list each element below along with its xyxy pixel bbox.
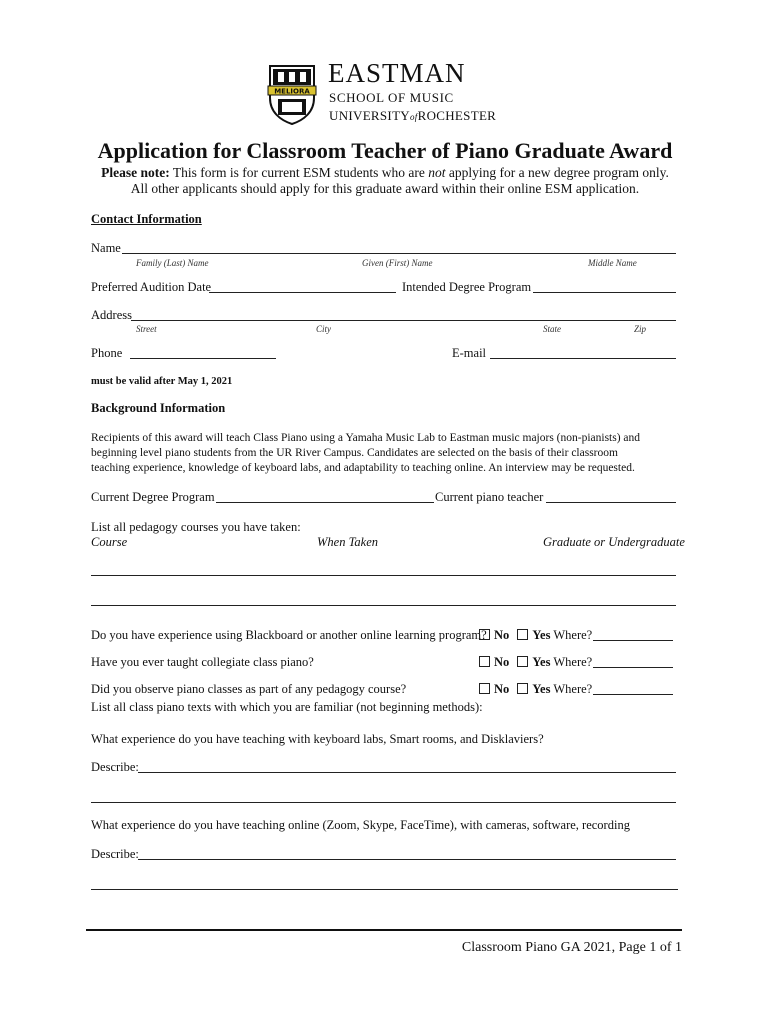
given-name-caption: Given (First) Name — [362, 258, 433, 268]
no-label: No — [494, 655, 510, 669]
keyboard-labs-question: What experience do you have teaching with keyboard labs, Smart rooms, and Disklaviers? — [91, 732, 544, 746]
eastman-logo — [266, 58, 506, 126]
question-collegiate-class-piano: Have you ever taught collegiate class piano? — [91, 655, 314, 669]
name-label: Name — [91, 241, 121, 255]
checkbox-collegiate-no[interactable] — [479, 656, 490, 667]
answer-blackboard — [479, 628, 592, 643]
where-label: Where? — [553, 655, 593, 669]
no-label: No — [494, 628, 510, 642]
column-graduate-undergraduate: Graduate or Undergraduate — [543, 535, 685, 549]
address-field[interactable] — [131, 320, 676, 321]
describe-label-1: Describe: — [91, 760, 139, 774]
footer-rule — [86, 929, 682, 931]
question-blackboard: Do you have experience using Blackboard or another online learning program? — [91, 628, 487, 642]
degree-program-field[interactable] — [533, 292, 676, 293]
degree-program-label: Intended Degree Program — [402, 280, 532, 294]
note-line-1: Please note: This form is for current ESM students who are not applying for a new degree program only. — [101, 165, 669, 180]
university-seal-icon — [266, 62, 318, 126]
yes-label: Yes — [532, 682, 551, 696]
logo-eastman-text: EASTMAN — [328, 58, 466, 88]
checkbox-blackboard-no[interactable] — [479, 629, 490, 640]
online-teaching-question: What experience do you have teaching online (Zoom, Skype, FaceTime), with cameras, software, recording — [91, 818, 630, 832]
audition-date-label: Preferred Audition Date — [91, 280, 212, 294]
course-line-1[interactable] — [91, 575, 676, 576]
describe-label-2: Describe: — [91, 847, 139, 861]
checkbox-blackboard-yes[interactable] — [517, 629, 528, 640]
email-field[interactable] — [490, 358, 676, 359]
yes-label: Yes — [532, 655, 551, 669]
column-when-taken: When Taken — [317, 535, 378, 549]
background-paragraph — [91, 431, 681, 476]
describe-field-2b[interactable] — [91, 889, 678, 890]
logo-university-text: UNIVERSITYofROCHESTER — [329, 108, 497, 123]
logo-school-text: SCHOOL OF MUSIC — [329, 90, 454, 105]
current-piano-teacher-field[interactable] — [546, 502, 676, 503]
describe-field-1b[interactable] — [91, 802, 676, 803]
phone-label: Phone — [91, 346, 123, 360]
current-degree-program-field[interactable] — [216, 502, 434, 503]
where-label: Where? — [553, 628, 593, 642]
audition-date-field[interactable] — [209, 292, 396, 293]
where-field-collegiate[interactable] — [593, 667, 673, 668]
city-caption: City — [316, 324, 331, 334]
background-paragraph-line-3: teaching experience, knowledge of keyboard labs, and adaptability to teaching online. An interview may be requested. — [91, 462, 635, 474]
name-field[interactable] — [122, 253, 676, 254]
family-name-caption: Family (Last) Name — [136, 258, 209, 268]
current-piano-teacher-label: Current piano teacher — [435, 490, 544, 504]
pedagogy-courses-label: List all pedagogy courses you have taken: — [91, 520, 301, 534]
checkbox-observe-yes[interactable] — [517, 683, 528, 694]
checkbox-collegiate-yes[interactable] — [517, 656, 528, 667]
where-field-blackboard[interactable] — [593, 640, 673, 641]
email-valid-note: must be valid after May 1, 2021 — [91, 376, 233, 387]
no-label: No — [494, 682, 510, 696]
answer-collegiate-class-piano — [479, 655, 592, 670]
phone-field[interactable] — [130, 358, 276, 359]
svg-text:MELIORA: MELIORA — [274, 87, 310, 96]
describe-field-2a[interactable] — [138, 859, 676, 860]
zip-caption: Zip — [634, 324, 647, 334]
email-label: E-mail — [452, 346, 487, 360]
page-footer: Classroom Piano GA 2021, Page 1 of 1 — [461, 940, 682, 955]
where-field-observe[interactable] — [593, 694, 673, 695]
question-observe-classes: Did you observe piano classes as part of any pedagogy course? — [91, 682, 407, 696]
column-course: Course — [91, 535, 128, 549]
middle-name-caption: Middle Name — [588, 258, 637, 268]
class-piano-texts-label: List all class piano texts with which you are familiar (not beginning methods): — [91, 700, 483, 714]
answer-observe-classes — [479, 682, 592, 697]
background-heading: Background Information — [91, 401, 226, 415]
describe-field-1a[interactable] — [138, 772, 676, 773]
yes-label: Yes — [532, 628, 551, 642]
state-caption: State — [543, 324, 561, 334]
checkbox-observe-no[interactable] — [479, 683, 490, 694]
note-line-2: All other applicants should apply for this graduate award within their online ESM application. — [130, 181, 640, 196]
course-line-2[interactable] — [91, 605, 676, 606]
where-label: Where? — [553, 682, 593, 696]
background-paragraph-line-2: beginning level piano students from the UR River Campus. Candidates are selected on the basis of their classroom — [91, 447, 618, 459]
street-caption: Street — [136, 324, 157, 334]
page-title: Application for Classroom Teacher of Piano Graduate Award — [97, 138, 673, 163]
current-degree-program-label: Current Degree Program — [91, 490, 215, 504]
background-paragraph-line-1: Recipients of this award will teach Class Piano using a Yamaha Music Lab to Eastman music majors (non-pianists) and — [91, 432, 641, 444]
contact-heading: Contact Information — [91, 212, 202, 226]
address-label: Address — [91, 308, 132, 322]
